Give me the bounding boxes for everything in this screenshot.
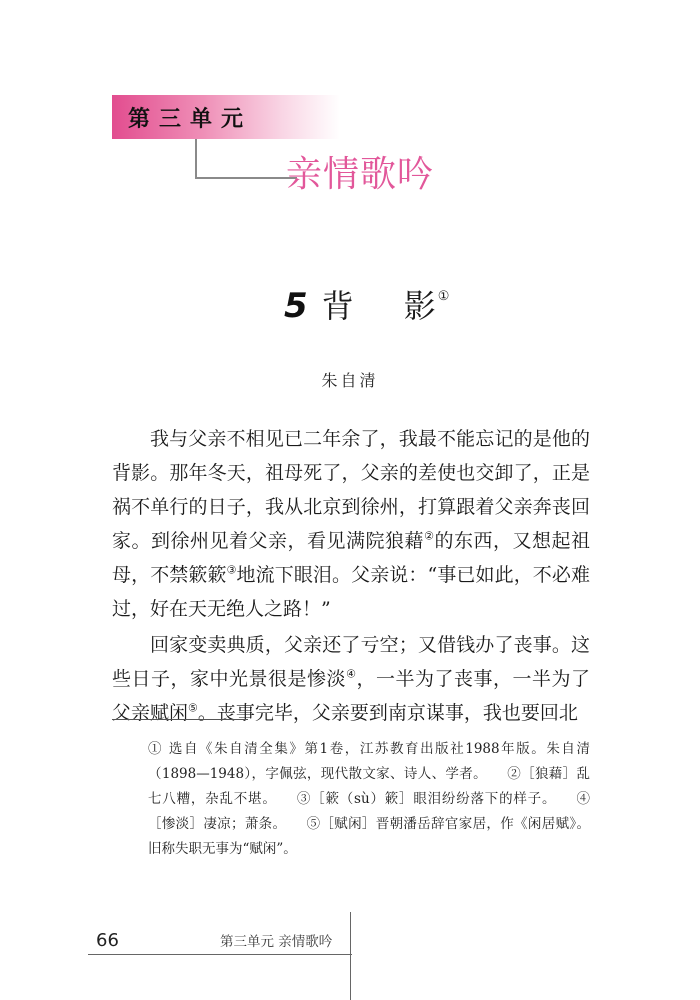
- unit-bracket-line: [195, 139, 297, 179]
- paragraph-2-part-2: ，一半为了丧事，一半为了父亲赋闲: [112, 668, 590, 724]
- footer-section-label: 第三单元 亲情歌吟: [220, 934, 333, 950]
- footnote-ref-2: ②: [424, 529, 435, 543]
- footnotes: [148, 737, 590, 862]
- unit-theme-title: 亲情歌吟: [286, 154, 435, 195]
- paragraph-1-part-1: 我与父亲不相见已二年余了，我最不能忘记的是他的背影。那年冬天，祖母死了，父亲的差使也交卸了，正是祸不单行的日子，我从北京到徐州，打算跟着父亲奔丧回家。到徐州见着父亲，看见满院狼藉: [112, 428, 590, 552]
- lesson-number: 5: [284, 286, 308, 326]
- body-text: [112, 422, 590, 732]
- footnote-ref-3: ③: [226, 563, 237, 577]
- footnote-5: ⑤［赋闲］晋朝潘岳辞官家居，作《闲居赋》。旧称失职无事为“赋闲”。: [148, 816, 591, 857]
- lesson-title: [284, 286, 449, 330]
- footnote-ref-4: ④: [346, 667, 357, 681]
- footnote-3: ③［簌（sù）簌］眼泪纷纷落下的样子。: [296, 791, 557, 807]
- paragraph-2: [112, 628, 590, 730]
- footnote-4: ④［惨淡］凄凉；萧条。: [148, 791, 590, 832]
- page-number: 66: [96, 930, 119, 951]
- paragraph-1: [112, 422, 590, 626]
- title-footnote-ref: ①: [437, 289, 450, 304]
- footnote-ref-5: ⑤: [188, 701, 198, 715]
- lesson-title-char-1: 背: [321, 287, 354, 325]
- footnote-1: ① 选自《朱自清全集》第1卷，江苏教育出版社1988年版。朱自清（1898—1948），字佩弦，现代散文家、诗人、学者。: [148, 741, 590, 782]
- paragraph-2-part-1: 回家变卖典质，父亲还了亏空；又借钱办了丧事。这些日子，家中光景很是惨淡: [112, 634, 590, 690]
- footer-vertical-line: [350, 912, 351, 1000]
- unit-label: 第三单元: [128, 107, 253, 132]
- footnote-divider: [112, 719, 248, 720]
- paragraph-2-part-3: 。丧事完毕，父亲要到南京谋事，我也要回北: [197, 702, 578, 724]
- paragraph-1-part-2: 的东西，又想起祖母，不禁簌簌: [112, 530, 590, 586]
- paragraph-1-part-3: 地流下眼泪。父亲说：“事已如此，不必难过，好在天无绝人之路！”: [112, 564, 590, 620]
- footer-rule: [88, 954, 352, 955]
- author-name: 朱自清: [321, 371, 379, 390]
- lesson-title-char-2: 影: [403, 287, 436, 325]
- footnote-2: ②［狼藉］乱七八糟，杂乱不堪。: [148, 766, 591, 807]
